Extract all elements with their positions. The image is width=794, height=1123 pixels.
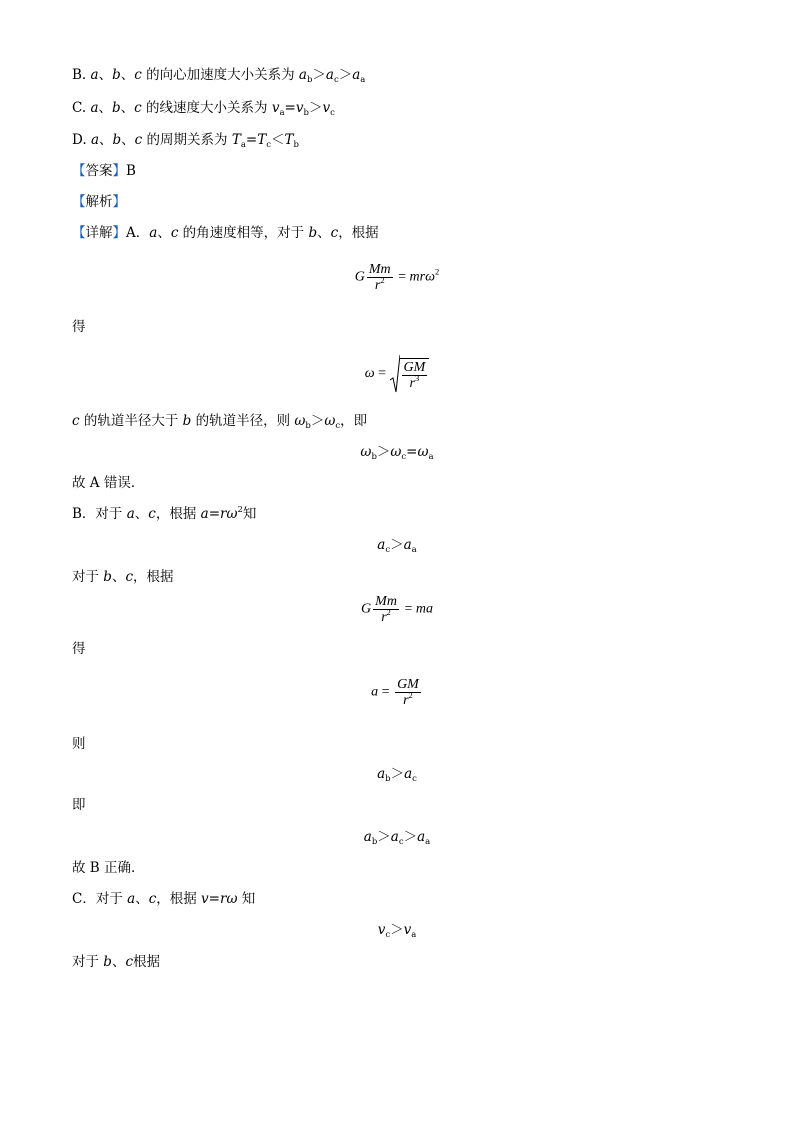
text-de-1: 得 xyxy=(72,319,86,335)
formula-omega-sqrt: ω = $\frac{GM}{r^3}$ xyxy=(0,354,794,394)
text-de-2: 得 xyxy=(72,641,86,657)
formula-a-gm: a = $\frac{GM}{r^2}$ xyxy=(371,677,419,708)
detail-last-line: 对于 b、c根据 xyxy=(72,954,161,970)
formula-gravity-omega: G $\frac{Mm}{r^2}$ = mrω$^2$ xyxy=(354,262,440,293)
relation-ab-ac: $a_b>a_c$ xyxy=(377,766,417,784)
detail-line-c: C．对于 a、c，根据 v=rω 知 xyxy=(72,891,256,907)
detail-line-c-orbit: c 的轨道半径大于 b 的轨道半径，则 $\omega_b>\omega_c$，即 xyxy=(72,413,368,431)
relation-omega: $\omega_b>\omega_c=\omega_a$ xyxy=(360,444,434,462)
answer-value: B xyxy=(126,163,136,179)
relation-vc-va: $v_c>v_a$ xyxy=(377,922,417,940)
option-c: C. a、b、c 的线速度大小关系为 $v_a=v_b>v_c$ xyxy=(72,100,335,118)
text-ze: 则 xyxy=(72,736,86,752)
formula-gravity-ma: G $\frac{Mm}{r^2}$ = ma xyxy=(361,594,433,625)
detail-for-bc: 对于 b、c，根据 xyxy=(72,569,174,585)
text-a-wrong: 故 A 错误． xyxy=(72,475,145,491)
detail-line-b: B．对于 a、c，根据 $a=r\omega^2$知 xyxy=(72,505,257,522)
text-ji: 即 xyxy=(72,797,86,813)
option-b: B. a、b、c 的向心加速度大小关系为 $a_b>a_c>a_a$ xyxy=(72,67,366,85)
analysis-heading: 【解析】 xyxy=(72,194,126,210)
answer-line: 【答案】B xyxy=(72,163,136,179)
relation-ac-aa: $a_c>a_a$ xyxy=(377,537,417,555)
detail-line-a: 【详解】A．a、c 的角速度相等，对于 b、c，根据 xyxy=(72,225,379,241)
option-d: D. a、b、c 的周期关系为 $T_a=T_c<T_b$ xyxy=(72,132,299,150)
relation-ab-ac-aa: $a_b>a_c>a_a$ xyxy=(363,829,431,847)
answer-label: 答案 xyxy=(85,163,113,179)
text-b-correct: 故 B 正确． xyxy=(72,860,145,876)
sqrt-sign: $\frac{GM}{r^3}$ xyxy=(390,354,430,394)
